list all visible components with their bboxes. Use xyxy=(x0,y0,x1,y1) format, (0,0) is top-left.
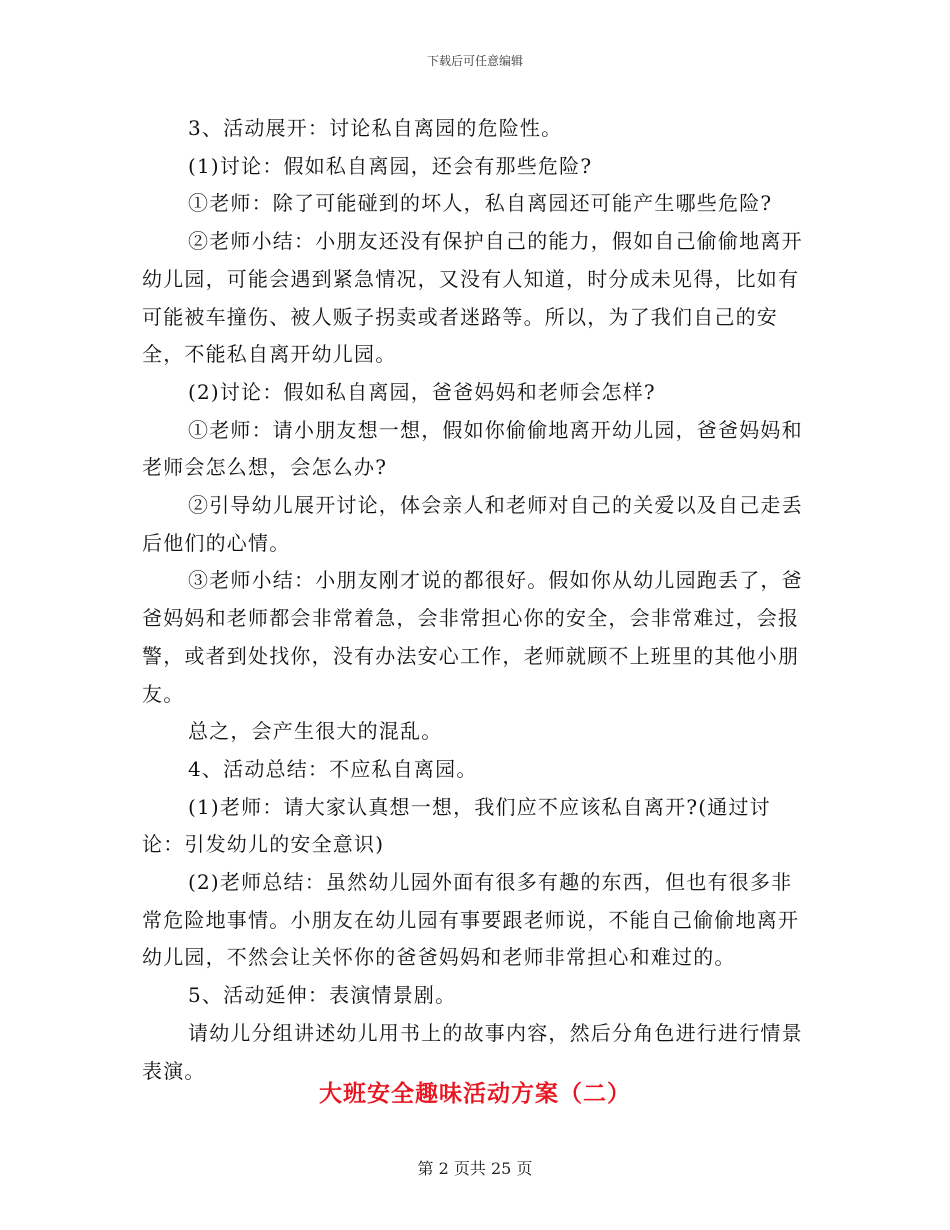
paragraph-conclusion: 总之，会产生很大的混乱。 xyxy=(188,719,443,744)
page-footer: 第 2 页共 25 页 xyxy=(417,1159,533,1178)
paragraph-teacher-summary-2: ③老师小结：小朋友刚才说的都很好。假如你从幼儿园跑丢了，爸爸妈妈和老师都会非常着急，会非常担心你的安全，会非常难过，会报警，或者到处找你，没有办法安心工作，老师就顾不上班里的其他小朋友。 xyxy=(142,568,803,706)
section-title: 大班安全趣味活动方案（二） xyxy=(319,1080,631,1107)
document-body xyxy=(142,110,812,1090)
page-header: 下载后可任意编辑 xyxy=(426,54,523,68)
paragraph-teacher-ask: (1)老师：请大家认真想一想，我们应不应该私自离开?(通过讨论：引发幼儿的安全意识) xyxy=(142,794,771,857)
paragraph-discussion-2: (2)讨论：假如私自离园，爸爸妈妈和老师会怎样? xyxy=(188,379,656,404)
paragraph-teacher-conclude: (2)老师总结：虽然幼儿园外面有很多有趣的东西，但也有很多非常危险地事情。小朋友在幼儿园有事要跟老师说，不能自己偷偷地离开幼儿园，不然会让关怀你的爸爸妈妈和老师非常担心和难过的。 xyxy=(142,870,800,970)
paragraph-step-5: 5、活动延伸：表演情景剧。 xyxy=(188,983,457,1008)
paragraph-teacher-summary-1: ②老师小结：小朋友还没有保护自己的能力，假如自己偷偷地离开幼儿园，可能会遇到紧急情况，又没有人知道，时分成未见得，比如有可能被车撞伤、被人贩子拐卖或者迷路等。所以，为了我们自己的安全，不能私自离开幼儿园。 xyxy=(142,229,803,367)
paragraph-discussion-1: (1)讨论：假如私自离园，还会有那些危险? xyxy=(188,153,593,178)
paragraph-guide-discussion: ②引导幼儿展开讨论，体会亲人和老师对自己的关爱以及自己走丢后他们的心情。 xyxy=(142,493,803,555)
paragraph-teacher-question-1: ①老师：除了可能碰到的坏人，私自离园还可能产生哪些危险? xyxy=(188,191,773,216)
paragraph-teacher-question-2: ①老师：请小朋友想一想，假如你偷偷地离开幼儿园，爸爸妈妈和老师会怎么想，会怎么办? xyxy=(142,417,803,480)
paragraph-step-4: 4、活动总结：不应私自离园。 xyxy=(188,756,478,781)
paragraph-step-3: 3、活动展开：讨论私自离园的危险性。 xyxy=(188,116,563,140)
paragraph-extension: 请幼儿分组讲述幼儿用书上的故事内容，然后分角色进行进行情景表演。 xyxy=(142,1020,803,1083)
